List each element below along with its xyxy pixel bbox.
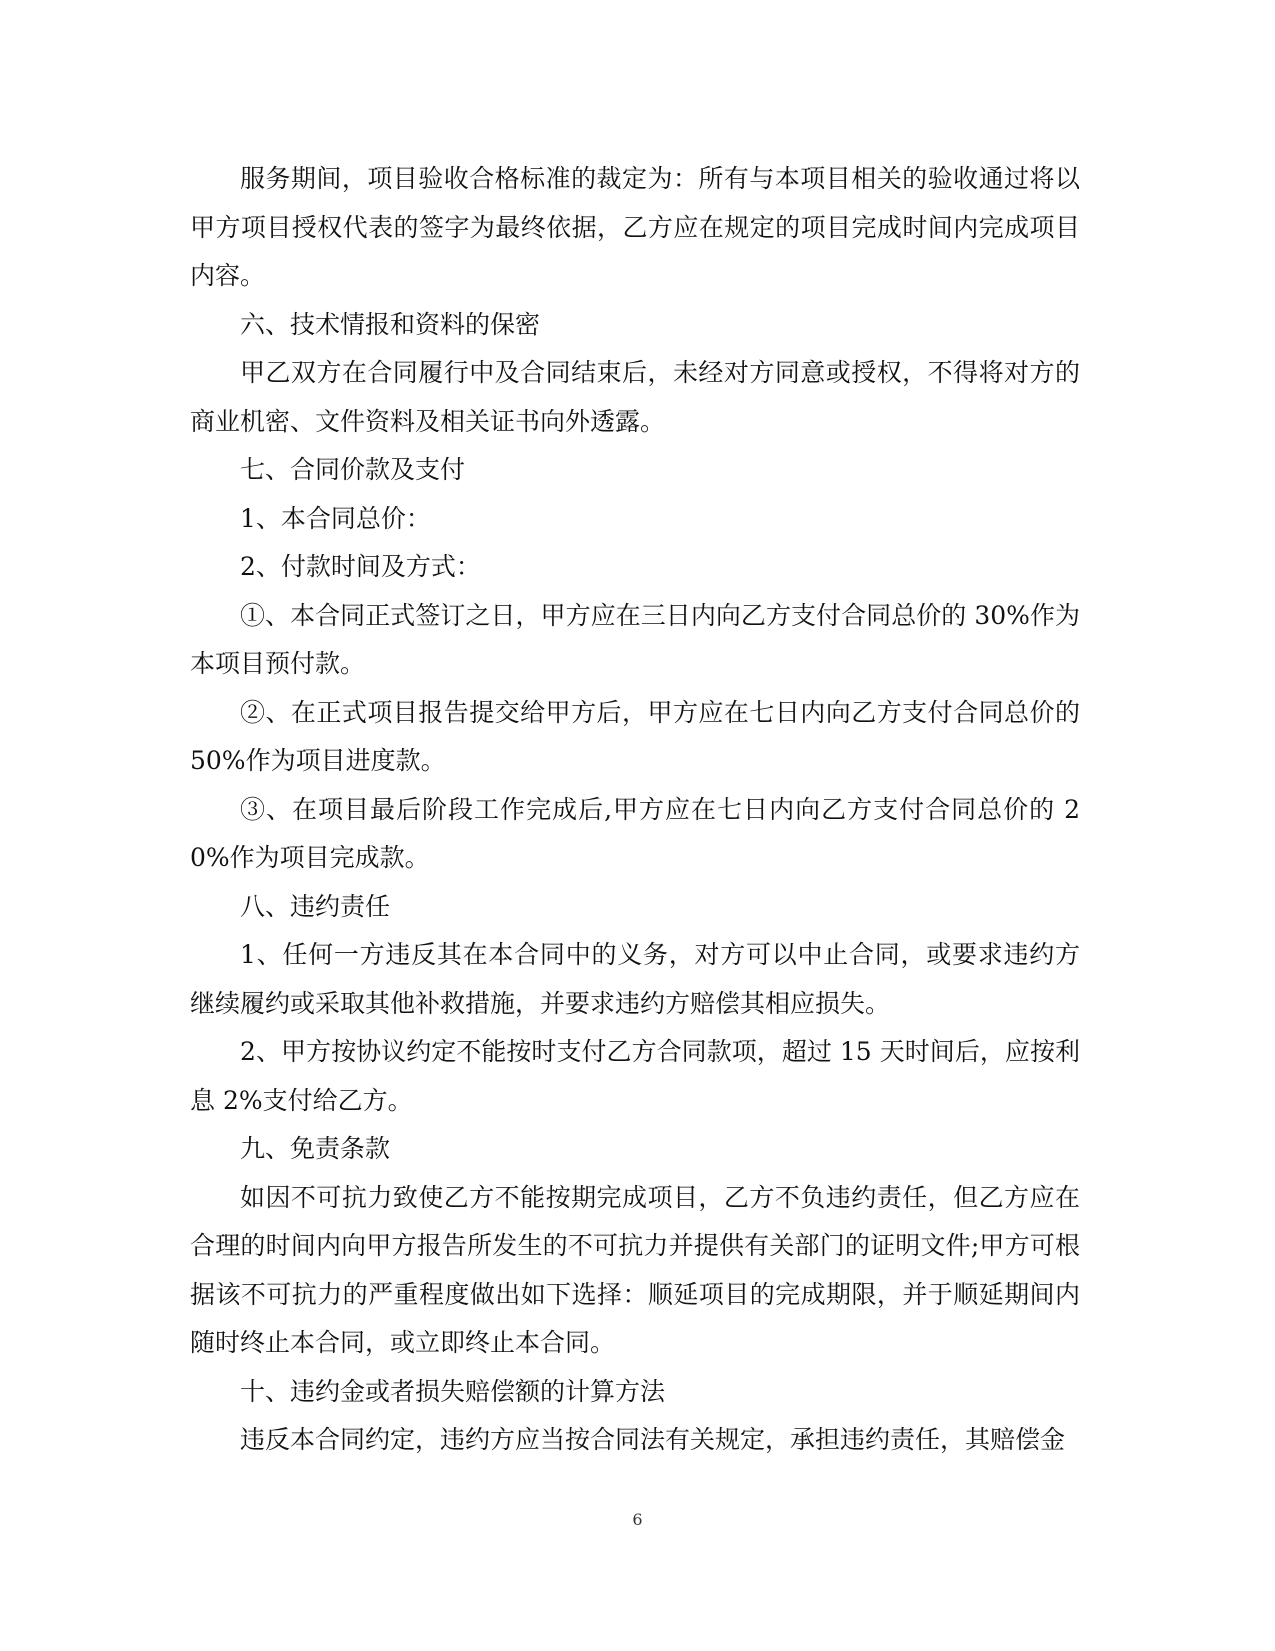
paragraph-force-majeure: 如因不可抗力致使乙方不能按期完成项目，乙方不负违约责任，但乙方应在合理的时间内向甲方报告所发生的不可抗力并提供有关部门的证明文件;甲方可根据该不可抗力的严重程度做出如下选择：顺延项目的完成期限，并于顺延期间内随时终止本合同，或立即终止本合同。 — [190, 1182, 1080, 1357]
paragraph-payment-item-1: ①、本合同正式签订之日，甲方应在三日内向乙方支付合同总价的 30%作为本项目预付款。 — [190, 600, 1080, 678]
document-body — [190, 155, 1080, 1465]
paragraph-payment-item-2: ②、在正式项目报告提交给甲方后，甲方应在七日内向乙方支付合同总价的 50%作为项目进度款。 — [190, 697, 1080, 775]
section-heading-damages-calculation: 十、违约金或者损失赔偿额的计算方法 — [240, 1376, 666, 1406]
paragraph-acceptance-standard: 服务期间，项目验收合格标准的裁定为：所有与本项目相关的验收通过将以甲方项目授权代表的签字为最终依据，乙方应在规定的项目完成时间内完成项目内容。 — [190, 164, 1080, 290]
paragraph-breach-item-2: 2、甲方按协议约定不能按时支付乙方合同款项，超过 15 天时间后，应按利息 2%支付给乙方。 — [190, 1037, 1080, 1115]
paragraph-confidentiality: 甲乙双方在合同履行中及合同结束后，未经对方同意或授权，不得将对方的商业机密、文件资料及相关证书向外透露。 — [190, 358, 1080, 436]
paragraph-payment-item-3: ③、在项目最后阶段工作完成后,甲方应在七日内向乙方支付合同总价的 20%作为项目完成款。 — [190, 794, 1080, 872]
paragraph-damages: 违反本合同约定，违约方应当按合同法有关规定，承担违约责任，其赔偿金 — [240, 1425, 1066, 1454]
page-number: 6 — [632, 1510, 643, 1529]
paragraph-breach-item-1: 1、任何一方违反其在本合同中的义务，对方可以中止合同，或要求违约方继续履约或采取其他补救措施，并要求违约方赔偿其相应损失。 — [190, 940, 1080, 1018]
section-heading-price-payment: 七、合同价款及支付 — [240, 455, 466, 484]
section-heading-exemption: 九、免责条款 — [240, 1134, 391, 1163]
section-heading-breach-liability: 八、违约责任 — [240, 891, 391, 921]
paragraph-payment-method: 2、付款时间及方式： — [240, 552, 481, 581]
paragraph-total-price: 1、本合同总价： — [240, 503, 431, 533]
section-heading-confidentiality: 六、技术情报和资料的保密 — [240, 309, 541, 339]
